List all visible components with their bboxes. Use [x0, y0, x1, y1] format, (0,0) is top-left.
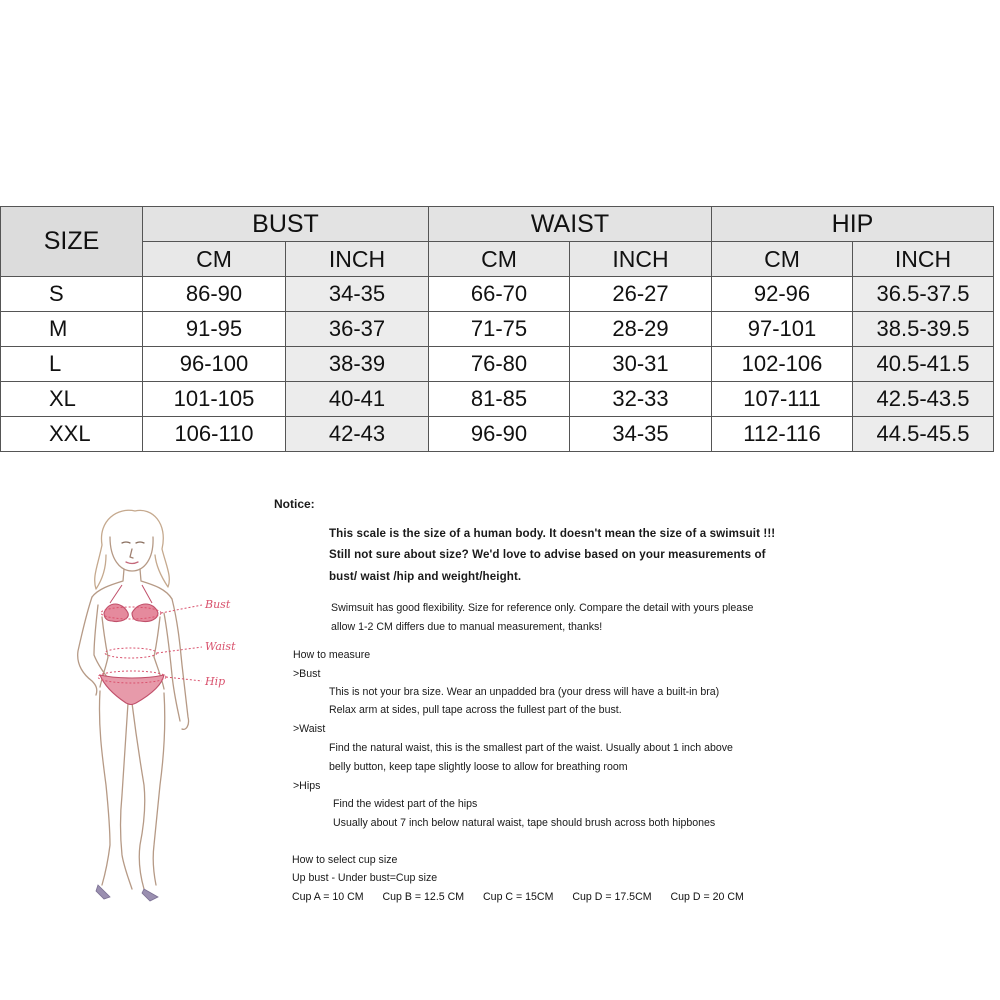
table-cell: 86-90 [143, 277, 286, 312]
table-cell: 92-96 [712, 277, 853, 312]
table-cell: 34-35 [286, 277, 429, 312]
notice-title: Notice: [274, 497, 315, 511]
size-label: XXL [1, 417, 143, 452]
unit-header: CM [429, 242, 570, 277]
size-chart-table [0, 206, 994, 452]
notice-line: This scale is the size of a human body. It doesn't mean the size of a swimsuit !!! [329, 527, 776, 540]
table-cell: 66-70 [429, 277, 570, 312]
table-cell: 42-43 [286, 417, 429, 452]
table-cell: 32-33 [570, 382, 712, 417]
table-cell: 44.5-45.5 [853, 417, 994, 452]
hips-instruction: Usually about 7 inch below natural waist, tape should brush across both hipbones [333, 817, 716, 829]
cup-size-item: Cup C = 15CM [483, 891, 554, 903]
unit-header: CM [143, 242, 286, 277]
cup-size-item: Cup A = 10 CM [292, 891, 364, 903]
table-cell: 26-27 [570, 277, 712, 312]
notice-line: Swimsuit has good flexibility. Size for reference only. Compare the detail with yours please [331, 602, 754, 614]
table-cell: 76-80 [429, 347, 570, 382]
cup-size-item: Cup D = 20 CM [670, 891, 744, 903]
bust-instruction: Relax arm at sides, pull tape across the fullest part of the bust. [329, 704, 622, 716]
table-cell: 101-105 [143, 382, 286, 417]
bust-header: BUST [143, 207, 429, 242]
size-label: XL [1, 382, 143, 417]
table-cell: 28-29 [570, 312, 712, 347]
unit-header: CM [712, 242, 853, 277]
table-row [1, 417, 994, 452]
table-cell: 38.5-39.5 [853, 312, 994, 347]
table-row [1, 312, 994, 347]
table-cell: 30-31 [570, 347, 712, 382]
table-cell: 38-39 [286, 347, 429, 382]
size-label: M [1, 312, 143, 347]
table-cell: 106-110 [143, 417, 286, 452]
size-label: S [1, 277, 143, 312]
waist-header: WAIST [429, 207, 712, 242]
table-cell: 96-100 [143, 347, 286, 382]
table-row [1, 277, 994, 312]
unit-header: INCH [853, 242, 994, 277]
waist-heading: >Waist [293, 723, 326, 735]
table-cell: 36-37 [286, 312, 429, 347]
table-row [1, 382, 994, 417]
table-cell: 96-90 [429, 417, 570, 452]
waist-label: Waist [205, 640, 236, 653]
cup-size-formula: Up bust - Under bust=Cup size [292, 872, 438, 884]
notice-line: allow 1-2 CM differs due to manual measurement, thanks! [331, 621, 603, 633]
waist-instruction: belly button, keep tape slightly loose to allow for breathing room [329, 761, 628, 773]
waist-instruction: Find the natural waist, this is the smallest part of the waist. Usually about 1 inch above [329, 742, 733, 754]
table-cell: 102-106 [712, 347, 853, 382]
table-cell: 112-116 [712, 417, 853, 452]
cup-size-item: Cup D = 17.5CM [572, 891, 652, 903]
unit-header: INCH [286, 242, 429, 277]
cup-size-list [292, 891, 760, 903]
table-cell: 36.5-37.5 [853, 277, 994, 312]
cup-size-heading: How to select cup size [292, 854, 398, 866]
table-cell: 107-111 [712, 382, 853, 417]
table-cell: 34-35 [570, 417, 712, 452]
unit-header: INCH [570, 242, 712, 277]
bust-instruction: This is not your bra size. Wear an unpadded bra (your dress will have a built-in bra) [329, 686, 720, 698]
size-label: L [1, 347, 143, 382]
table-cell: 81-85 [429, 382, 570, 417]
hips-instruction: Find the widest part of the hips [333, 798, 478, 810]
table-row [1, 347, 994, 382]
notice-line: bust/ waist /hip and weight/height. [329, 570, 522, 583]
hips-heading: >Hips [293, 780, 321, 792]
table-cell: 40-41 [286, 382, 429, 417]
body-measurement-illustration [40, 505, 270, 905]
table-cell: 97-101 [712, 312, 853, 347]
table-cell: 42.5-43.5 [853, 382, 994, 417]
how-to-measure-heading: How to measure [293, 649, 371, 661]
bust-label: Bust [205, 598, 231, 611]
size-header: SIZE [1, 207, 143, 277]
notice-line: Still not sure about size? We'd love to advise based on your measurements of [329, 548, 766, 561]
cup-size-item: Cup B = 12.5 CM [382, 891, 465, 903]
bust-heading: >Bust [293, 668, 321, 680]
table-cell: 71-75 [429, 312, 570, 347]
table-cell: 40.5-41.5 [853, 347, 994, 382]
hip-label: Hip [205, 675, 226, 688]
hip-header: HIP [712, 207, 994, 242]
table-cell: 91-95 [143, 312, 286, 347]
